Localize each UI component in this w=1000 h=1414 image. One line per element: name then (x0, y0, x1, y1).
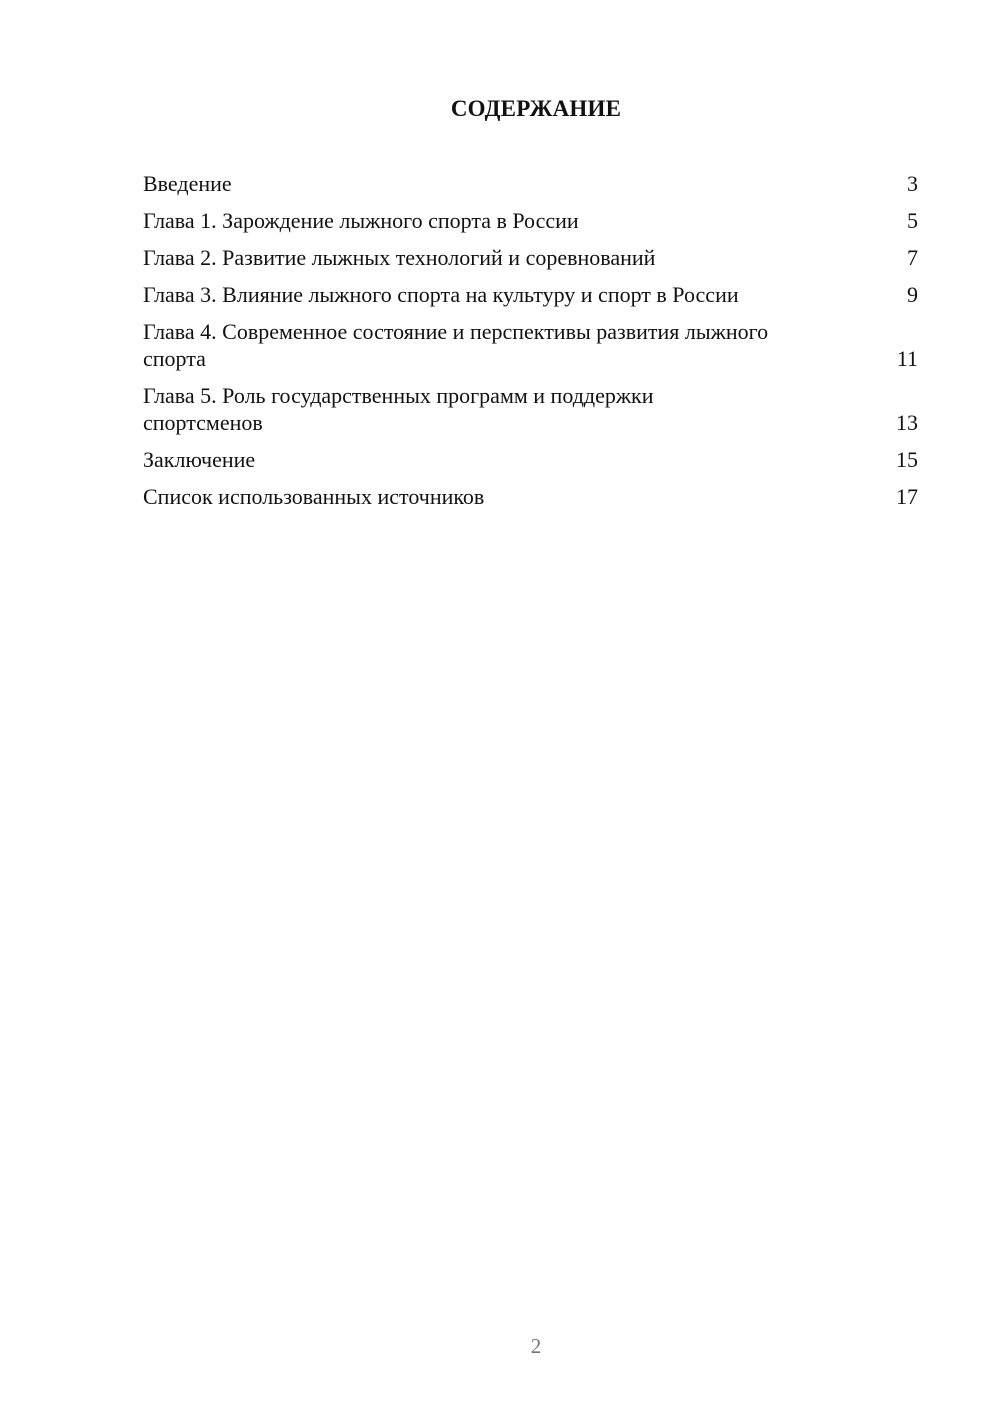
toc-entry-page: 9 (907, 282, 918, 307)
toc-entry (143, 318, 918, 372)
toc-entry-page: 13 (896, 410, 918, 435)
toc-entry-title: Заключение (143, 447, 256, 472)
toc-entry-title: Глава 4. Современное состояние и перспективы развития лыжного спорта (143, 319, 769, 371)
page-number: 2 (530, 1334, 542, 1358)
toc-entry (143, 382, 918, 436)
toc-entry-title: Глава 5. Роль государственных программ и поддержки спортсменов (143, 383, 654, 435)
toc-entry (143, 170, 918, 197)
toc-entry-title: Список использованных источников (143, 484, 485, 509)
toc-entry-page: 17 (896, 484, 918, 509)
toc-entry-page: 15 (896, 447, 918, 472)
toc-entry-title: Глава 2. Развитие лыжных технологий и соревнований (143, 245, 656, 270)
toc-entry-page: 5 (907, 208, 918, 233)
toc-entry-title: Глава 1. Зарождение лыжного спорта в России (143, 208, 579, 233)
toc-entry (143, 483, 918, 510)
toc-entry-title: Введение (143, 171, 232, 196)
page-title: СОДЕРЖАНИЕ (450, 96, 622, 121)
toc-entry (143, 446, 918, 473)
table-of-contents (143, 170, 918, 520)
toc-entry-page: 7 (907, 245, 918, 270)
toc-entry (143, 281, 918, 308)
toc-entry (143, 244, 918, 271)
toc-entry-page: 11 (896, 346, 918, 371)
toc-entry-page: 3 (907, 171, 918, 196)
toc-entry (143, 207, 918, 234)
toc-entry-title: Глава 3. Влияние лыжного спорта на культуру и спорт в России (143, 282, 739, 307)
